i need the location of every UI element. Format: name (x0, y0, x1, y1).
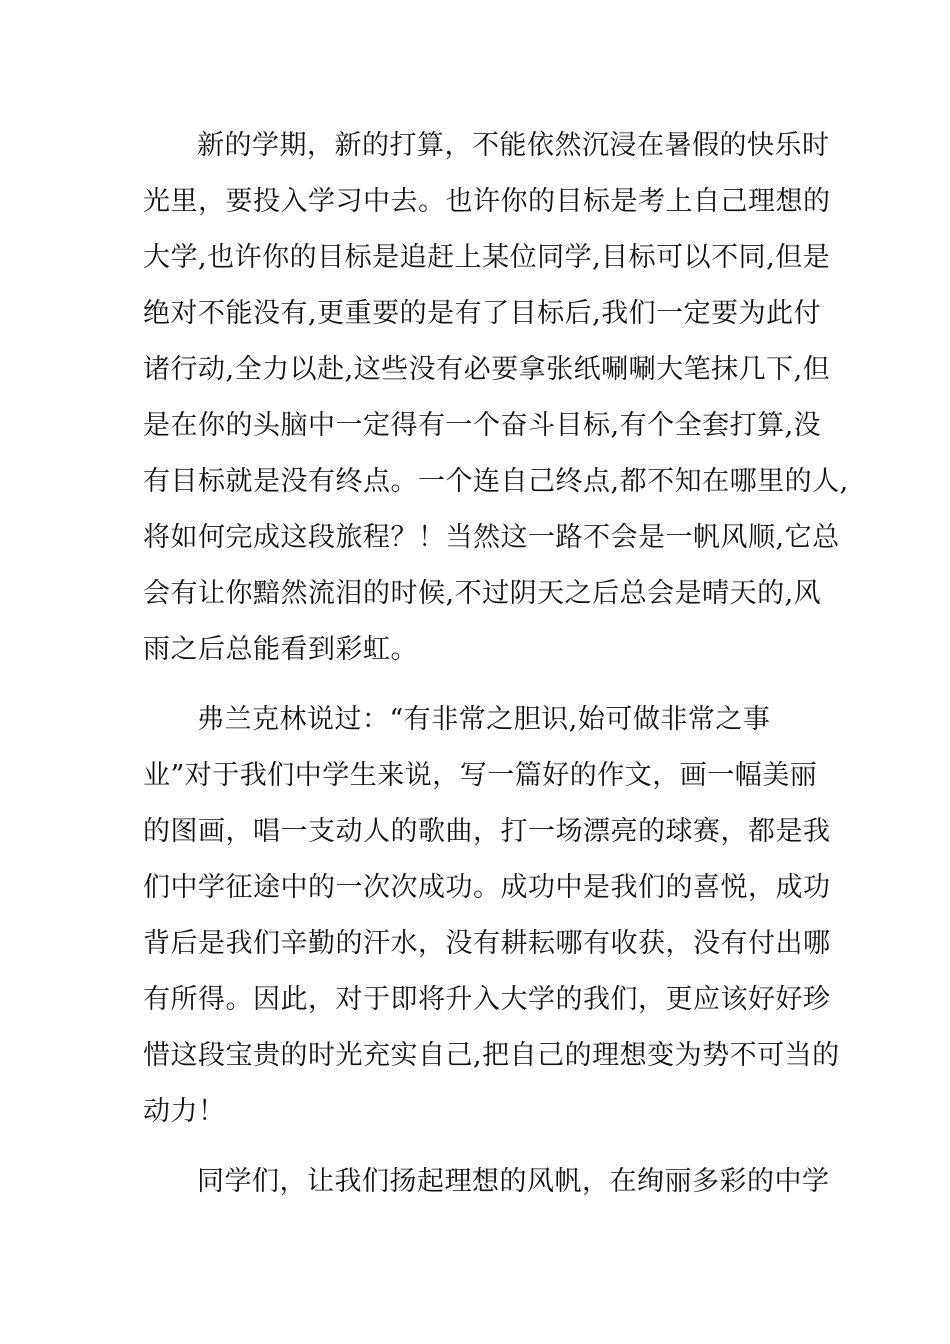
paragraph-line: 业”对于我们中学生来说，写一篇好的作文，画一幅美丽 (143, 760, 818, 791)
paragraph-line: 新的学期，新的打算，不能依然沉浸在暑假的快乐时 (197, 130, 830, 161)
paragraph-line: 会有让你黯然流泪的时候,不过阴天之后总会是晴天的,风 (143, 578, 822, 609)
paragraph-line: 有目标就是没有终点。一个连自己终点,都不知在哪里的人, (143, 466, 849, 497)
paragraph-line: 光里，要投入学习中去。也许你的目标是考上自己理想的 (143, 186, 831, 217)
paragraph-line: 们中学征途中的一次次成功。成功中是我们的喜悦，成功 (143, 872, 831, 903)
paragraph-line: 诸行动,全力以赴,这些没有必要拿张纸唰唰大笔抹几下,但 (143, 354, 831, 385)
paragraph-line: 惜这段宝贵的时光充实自己,把自己的理想变为势不可当的 (143, 1040, 840, 1071)
paragraph-line: 绝对不能没有,更重要的是有了目标后,我们一定要为此付 (143, 298, 822, 329)
essay-body (143, 118, 849, 1210)
paragraph-line: 同学们，让我们扬起理想的风帆，在绚丽多彩的中学 (197, 1166, 830, 1197)
paragraph-1 (143, 118, 849, 678)
paragraph-line: 将如何完成这段旅程？！当然这一路不会是一帆风顺,它总 (143, 522, 840, 553)
paragraph-2 (143, 692, 840, 1140)
paragraph-line: 有所得。因此，对于即将升入大学的我们，更应该好好珍 (143, 984, 831, 1015)
paragraph-line: 背后是我们辛勤的汗水，没有耕耘哪有收获，没有付出哪 (143, 928, 831, 959)
paragraph-spacing (143, 678, 813, 692)
paragraph-line: 弗兰克林说过：“有非常之胆识,始可做非常之事 (197, 704, 771, 735)
paragraph-line: 雨之后总能看到彩虹。 (143, 634, 418, 665)
paragraph-line: 大学,也许你的目标是追赶上某位同学,目标可以不同,但是 (143, 242, 831, 273)
paragraph-line: 的图画，唱一支动人的歌曲，打一场漂亮的球赛，都是我 (143, 816, 831, 847)
paragraph-line: 是在你的头脑中一定得有一个奋斗目标,有个全套打算,没 (143, 410, 822, 441)
paragraph-3 (143, 1154, 830, 1210)
paragraph-spacing (143, 1140, 813, 1154)
paragraph-line: 动力！ (143, 1096, 226, 1127)
